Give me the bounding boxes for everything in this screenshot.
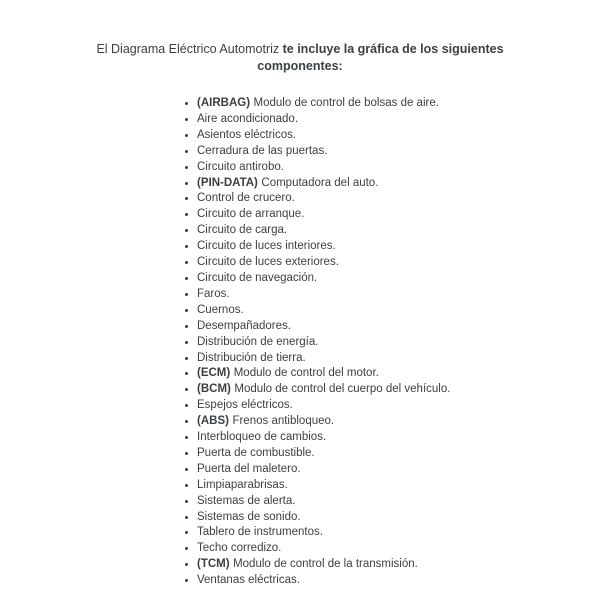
component-code: (ABS) [197,415,229,428]
component-text: Limpiaparabrisas. [197,478,288,491]
component-text: Modulo de control de bolsas de aire. [253,97,439,109]
component-code: (ECM) [197,367,231,380]
title-bold-text: te incluye la gráfica de los siguientes componentes: [257,42,504,73]
list-item [197,478,600,494]
component-text: Aire acondicionado. [197,112,299,125]
component-text: Modulo de control del motor. [233,367,379,380]
list-item [197,573,600,589]
list-item [197,271,600,287]
component-text: Frenos antibloqueo. [232,415,335,428]
list-item [197,176,600,192]
component-text: Cuernos. [197,303,244,316]
component-text: Desempañadores. [197,319,291,332]
list-item [197,382,600,398]
component-text: Sistemas de sonido. [197,510,301,523]
list-item [197,398,600,414]
list-item [197,303,600,319]
component-text: Circuito antirobo. [197,160,284,173]
list-item [197,430,600,446]
component-code: (TCM) [197,558,230,571]
list-item [197,446,600,462]
component-text: Computadora del auto. [261,176,379,189]
document-page [0,41,600,600]
list-item [197,510,600,526]
list-item [197,207,600,223]
component-text: Sistemas de alerta. [197,494,296,507]
component-text: Techo corredizo. [197,542,282,555]
list-item [197,112,600,128]
list-item [197,319,600,335]
list-item [197,414,600,430]
component-text: Tablero de instrumentos. [197,526,323,539]
component-text: Modulo de control de la transmisión. [233,558,418,571]
list-item [197,223,600,239]
component-text: Asientos eléctricos. [197,128,297,141]
list-item [197,144,600,160]
component-text: Circuito de carga. [197,224,288,237]
list-item [197,494,600,510]
list-item [197,191,600,207]
list-item [197,255,600,271]
list-item [197,525,600,541]
component-text: Puerta del maletero. [197,462,301,475]
component-text: Circuito de luces exteriores. [197,256,339,269]
component-text: Faros. [197,287,230,300]
component-text: Distribución de energía. [197,335,319,348]
list-item [197,160,600,176]
component-text: Circuito de navegación. [197,271,318,284]
title-regular-text: El Diagrama Eléctrico Automotriz [96,42,280,56]
components-list [0,96,600,589]
component-text: Circuito de luces interiores. [197,240,336,253]
list-item [197,557,600,573]
component-text: Cerradura de las puertas. [197,144,328,157]
component-text: Espejos eléctricos. [197,399,293,412]
component-code: (AIRBAG) [197,97,251,109]
list-item [197,462,600,478]
component-text: Circuito de arranque. [197,208,305,221]
list-item [197,128,600,144]
component-text: Ventanas eléctricas. [197,574,300,587]
list-item [197,335,600,351]
component-text: Distribución de tierra. [197,351,306,364]
component-text: Control de crucero. [197,192,295,205]
page-title [80,41,520,74]
list-item [197,351,600,367]
component-text: Puerta de combustible. [197,446,315,459]
component-code: (PIN-DATA) [197,176,258,189]
component-text: Modulo de control del cuerpo del vehículo. [234,383,451,396]
list-item [197,96,600,112]
list-item [197,366,600,382]
list-item [197,541,600,557]
component-text: Interbloqueo de cambios. [197,431,327,444]
list-item [197,239,600,255]
component-code: (BCM) [197,383,231,396]
list-item [197,287,600,303]
